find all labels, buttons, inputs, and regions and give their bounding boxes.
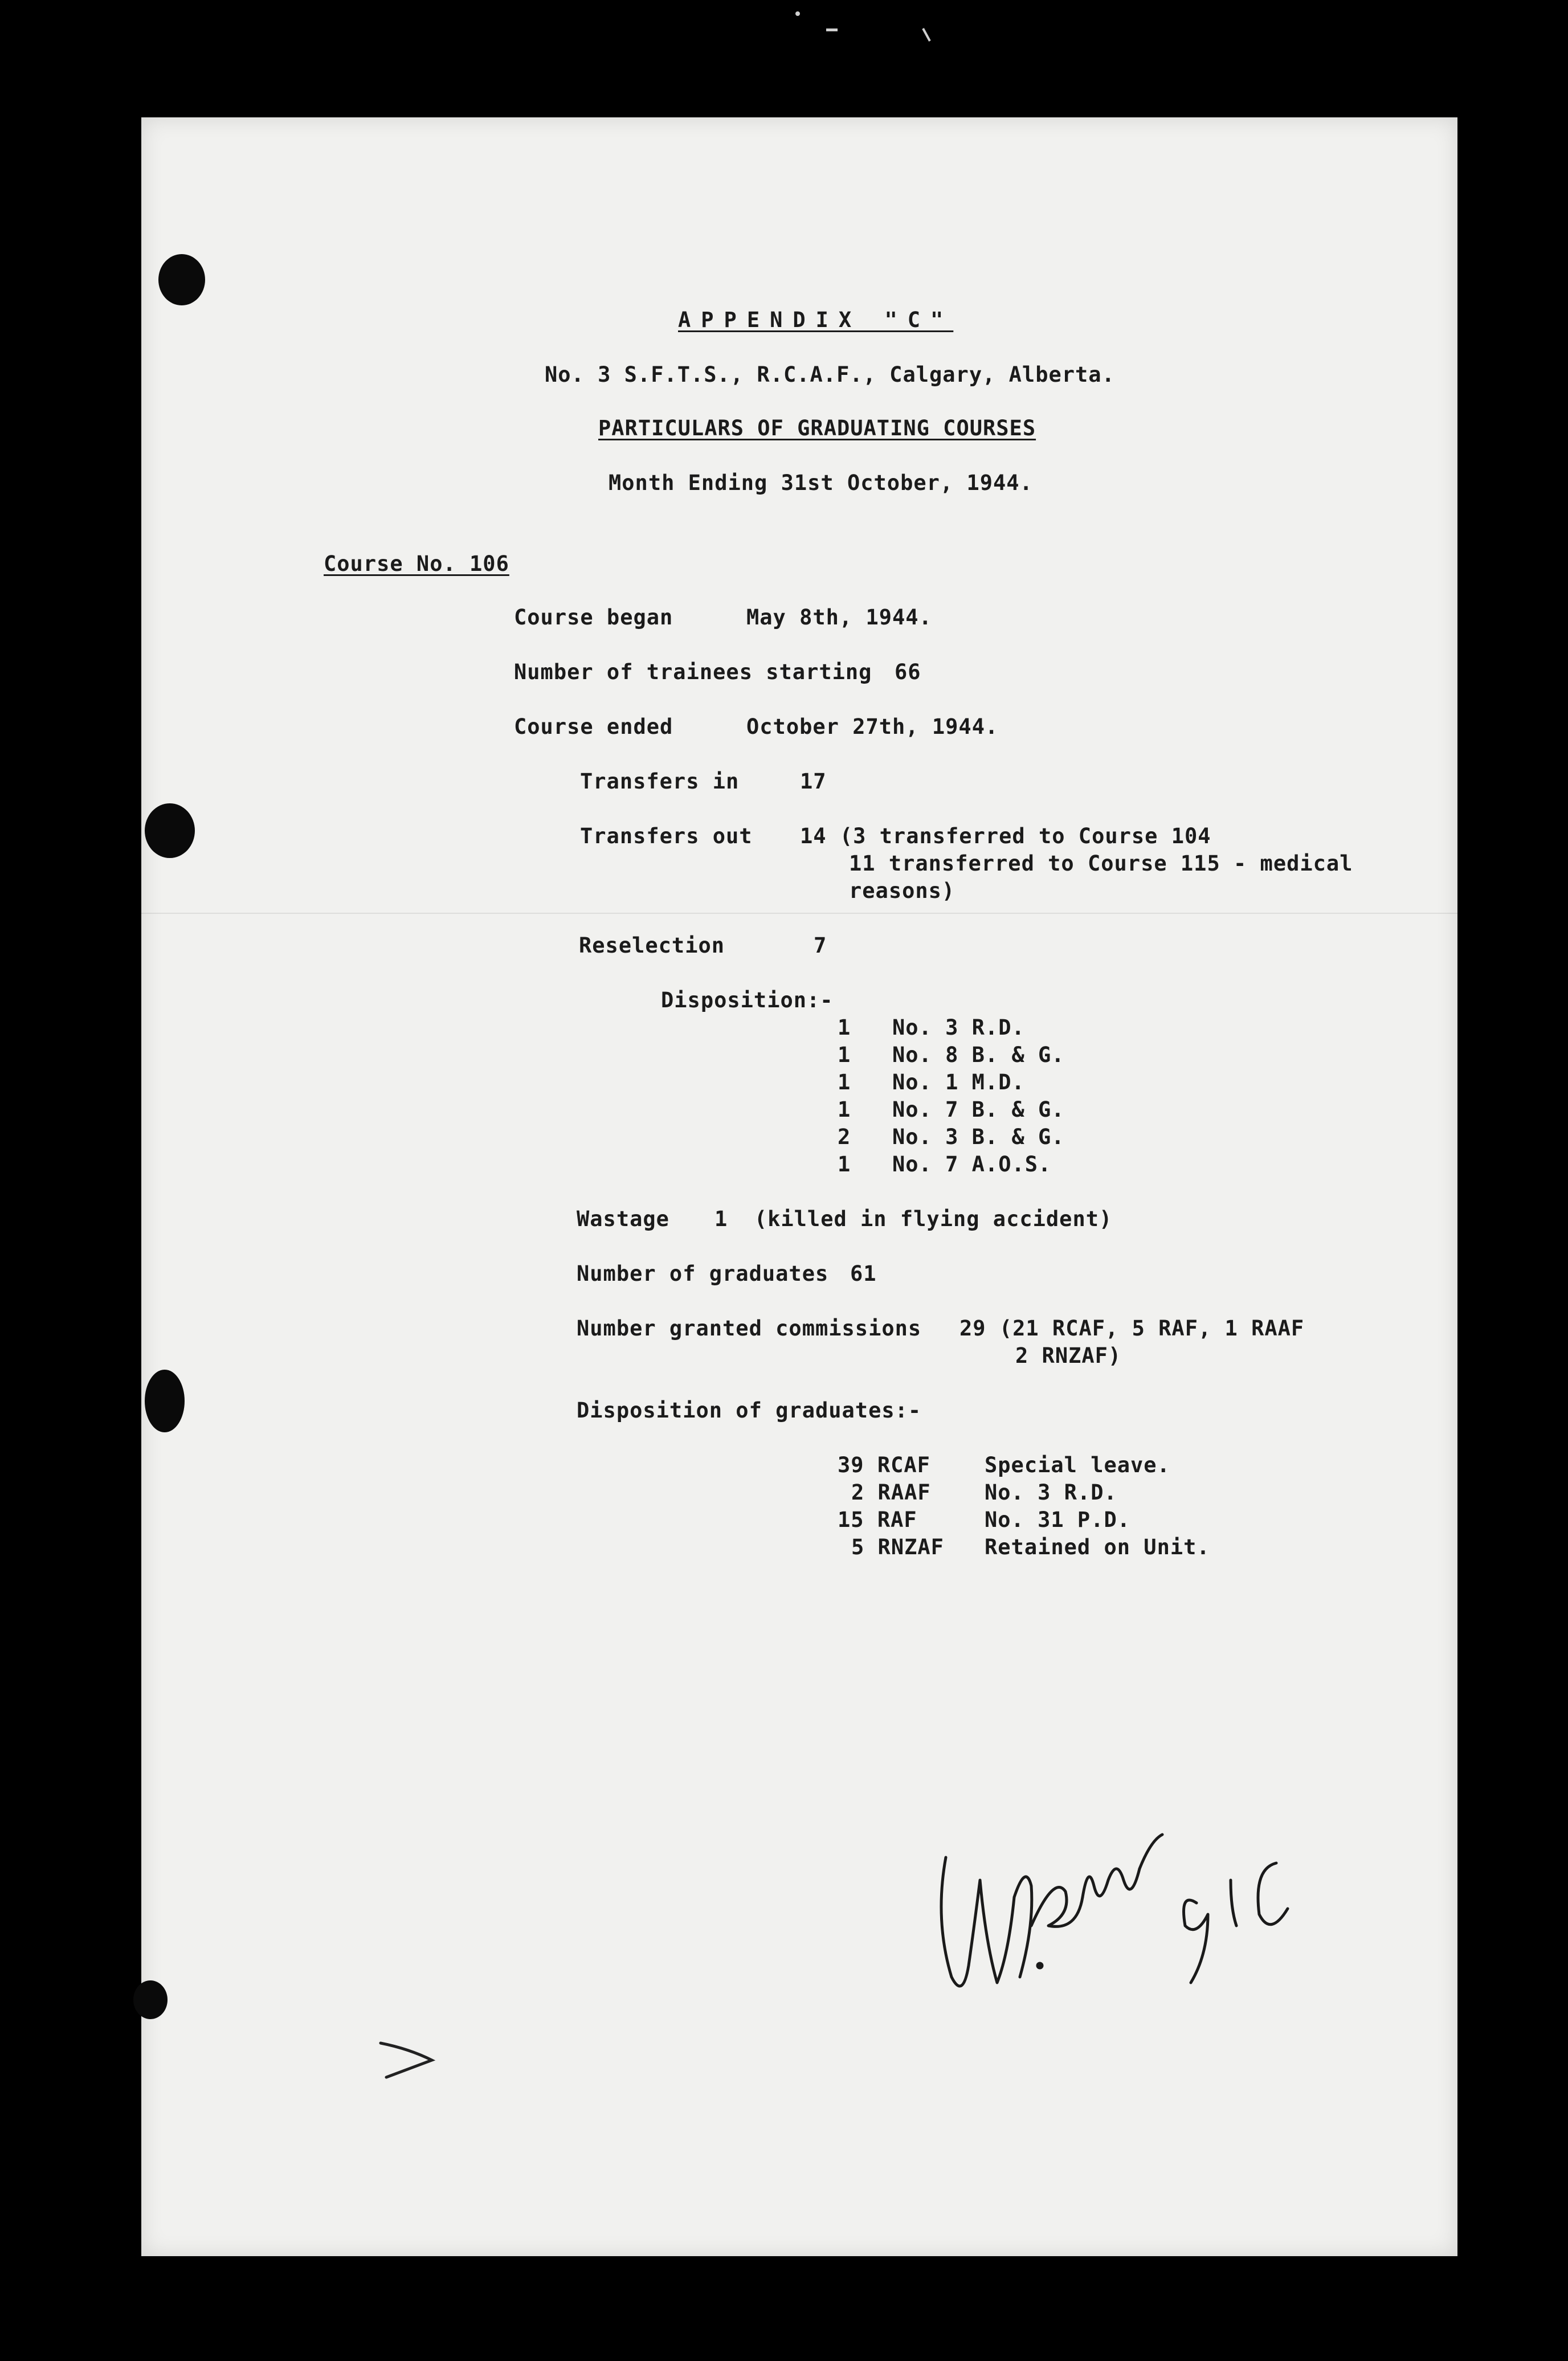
transfers-in-label: Transfers in [580,769,740,794]
transfers-out-line-1: 14 (3 transferred to Course 104 [800,824,1211,848]
graduate-count: 5 RNZAF [851,1535,944,1559]
transfers-out-line-3: reasons) [849,879,956,903]
disposition-count: 1 [838,1097,851,1122]
disposition-count: 1 [838,1070,851,1094]
disposition-count: 1 [838,1015,851,1040]
period-line: Month Ending 31st October, 1944. [609,471,1033,495]
section-subtitle: PARTICULARS OF GRADUATING COURSES [598,416,1036,440]
disposition-count: 2 [838,1125,851,1149]
handwritten-check-mark [375,2037,443,2083]
graduate-dest: Special leave. [985,1453,1170,1477]
reselection-label: Reselection [579,933,725,958]
graduate-count: 15 RAF [838,1508,917,1532]
course-ended-label: Course ended [514,714,673,739]
film-edge-marks [786,6,957,46]
graduate-dest: No. 31 P.D. [985,1508,1131,1532]
reselection-value: 7 [814,933,827,958]
fold-line [141,913,1457,914]
disposition-dest: No. 7 A.O.S. [892,1152,1052,1177]
wastage-label: Wastage [577,1207,669,1231]
disposition-count: 1 [838,1043,851,1067]
punch-hole-4 [133,1980,168,2019]
graduate-dest: Retained on Unit. [985,1535,1210,1559]
graduates-value: 61 [850,1261,877,1286]
course-heading: Course No. 106 [324,552,509,576]
course-began-value: May 8th, 1944. [746,605,932,630]
disposition-dest: No. 8 B. & G. [892,1043,1065,1067]
course-ended-value: October 27th, 1944. [746,714,999,739]
transfers-out-line-2: 11 transferred to Course 115 - medical [849,851,1353,876]
transfers-in-value: 17 [800,769,827,794]
handwritten-signature [912,1795,1322,2034]
trainees-starting-label: Number of trainees starting [514,660,872,684]
unit-line: No. 3 S.F.T.S., R.C.A.F., Calgary, Alberta. [545,362,1115,387]
punch-hole-1 [158,254,205,305]
graduate-dest: No. 3 R.D. [985,1480,1117,1505]
commissions-label: Number granted commissions [577,1316,922,1341]
disposition-dest: No. 7 B. & G. [892,1097,1065,1122]
transfers-out-label: Transfers out [580,824,753,848]
disposition-dest: No. 3 B. & G. [892,1125,1065,1149]
punch-hole-3 [145,1370,185,1432]
disposition-label: Disposition:- [661,988,834,1012]
commissions-line-1: 29 (21 RCAF, 5 RAF, 1 RAAF [959,1316,1305,1341]
grad-disposition-label: Disposition of graduates:- [577,1398,922,1423]
graduate-count: 39 RCAF [838,1453,930,1477]
graduate-count: 2 RAAF [851,1480,931,1505]
disposition-dest: No. 1 M.D. [892,1070,1025,1094]
graduates-label: Number of graduates [577,1261,829,1286]
trainees-starting-value: 66 [895,660,921,684]
course-began-label: Course began [514,605,673,630]
wastage-value: 1 (killed in flying accident) [714,1207,1113,1231]
punch-hole-2 [145,803,195,858]
appendix-title: APPENDIX "C" [678,308,954,332]
disposition-count: 1 [838,1152,851,1177]
disposition-dest: No. 3 R.D. [892,1015,1025,1040]
commissions-line-2: 2 RNZAF) [1015,1343,1122,1368]
